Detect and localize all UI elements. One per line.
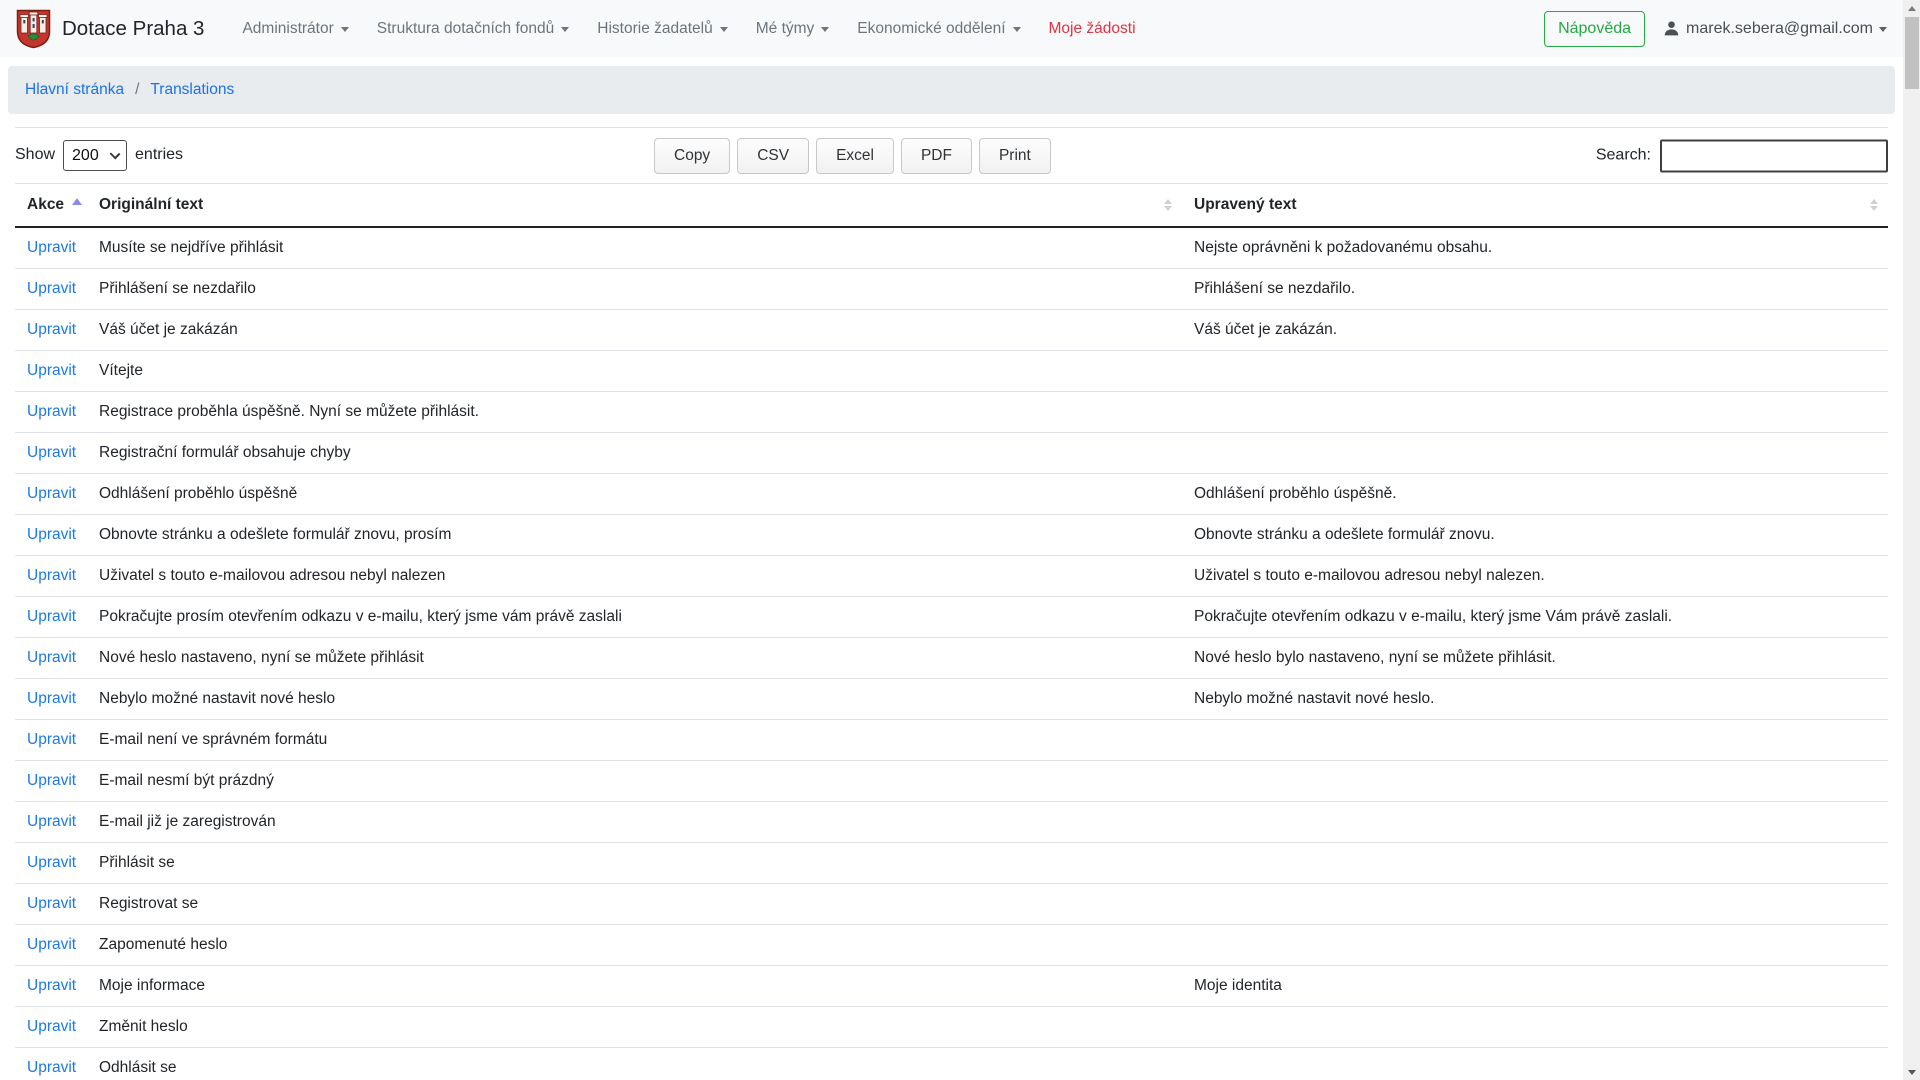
chevron-down-icon (720, 27, 728, 32)
action-cell (15, 884, 87, 925)
edited-text-cell: Obnovte stránku a odešlete formulář znovu. (1182, 515, 1888, 556)
original-text-cell: Změnit heslo (87, 1007, 1182, 1048)
action-cell (15, 720, 87, 761)
edited-text-cell (1182, 351, 1888, 392)
table-row (15, 720, 1888, 761)
column-header-upraveny-text[interactable]: Upravený text (1182, 184, 1888, 227)
show-label: Show (15, 146, 56, 163)
table-row (15, 802, 1888, 843)
original-text-cell: Musíte se nejdříve přihlásit (87, 227, 1182, 269)
original-text-cell: Nové heslo nastaveno, nyní se můžete přihlásit (87, 638, 1182, 679)
table-row (15, 597, 1888, 638)
edited-text-cell (1182, 720, 1888, 761)
edit-link[interactable]: Upravit (27, 608, 77, 625)
edit-link[interactable]: Upravit (27, 1018, 77, 1035)
user-icon (1663, 20, 1680, 37)
vertical-scrollbar[interactable] (1903, 0, 1920, 1080)
table-row (15, 966, 1888, 1007)
table-row (15, 392, 1888, 433)
scroll-up-arrow[interactable] (1903, 0, 1920, 16)
edit-link[interactable]: Upravit (27, 280, 77, 297)
edit-link[interactable]: Upravit (27, 854, 77, 871)
original-text-cell: E-mail není ve správném formátu (87, 720, 1182, 761)
edit-link[interactable]: Upravit (27, 362, 77, 379)
original-text-cell: Moje informace (87, 966, 1182, 1007)
copy-button[interactable]: Copy (654, 138, 730, 174)
sort-ascending-icon (72, 198, 82, 205)
brand-title: Dotace Praha 3 (62, 16, 205, 40)
nav-item-administrator[interactable]: Administrátor (228, 12, 362, 46)
action-cell (15, 638, 87, 679)
edit-link[interactable]: Upravit (27, 690, 77, 707)
table-row (15, 638, 1888, 679)
original-text-cell: Přihlášení se nezdařilo (87, 269, 1182, 310)
export-buttons (654, 138, 1051, 174)
edit-link[interactable]: Upravit (27, 772, 77, 789)
edit-link[interactable]: Upravit (27, 526, 77, 543)
table-body (15, 227, 1888, 1080)
translations-table-container (15, 183, 1888, 1080)
edit-link[interactable]: Upravit (27, 444, 77, 461)
edit-link[interactable]: Upravit (27, 321, 77, 338)
original-text-cell: Registrace proběhla úspěšně. Nyní se můžete přihlásit. (87, 392, 1182, 433)
edited-text-cell (1182, 843, 1888, 884)
sort-both-icon (1870, 199, 1878, 211)
edited-text-cell (1182, 1007, 1888, 1048)
edited-text-cell: Nebylo možné nastavit nové heslo. (1182, 679, 1888, 720)
excel-button[interactable]: Excel (816, 138, 894, 174)
table-row (15, 310, 1888, 351)
original-text-cell: E-mail již je zaregistrován (87, 802, 1182, 843)
page-length-select[interactable] (63, 140, 127, 171)
original-text-cell: Přihlásit se (87, 843, 1182, 884)
action-cell (15, 925, 87, 966)
edit-link[interactable]: Upravit (27, 731, 77, 748)
original-text-cell: Obnovte stránku a odešlete formulář znovu, prosím (87, 515, 1182, 556)
nav-item-struktura-fondu[interactable]: Struktura dotačních fondů (363, 12, 584, 46)
edited-text-cell (1182, 433, 1888, 474)
edited-text-cell: Přihlášení se nezdařilo. (1182, 269, 1888, 310)
table-row (15, 515, 1888, 556)
action-cell (15, 843, 87, 884)
table-row (15, 1007, 1888, 1048)
action-cell (15, 269, 87, 310)
edited-text-cell (1182, 392, 1888, 433)
entries-label: entries (135, 146, 184, 163)
help-button[interactable]: Nápověda (1544, 11, 1645, 47)
nav-item-ekonomicke-oddeleni[interactable]: Ekonomické oddělení (843, 12, 1034, 46)
table-row (15, 884, 1888, 925)
table-row (15, 474, 1888, 515)
nav-item-me-tymy[interactable]: Mé týmy (742, 12, 844, 46)
nav-item-historie-zadatelu[interactable]: Historie žadatelů (583, 12, 741, 46)
edited-text-cell: Nejste oprávněni k požadovanému obsahu. (1182, 227, 1888, 269)
edited-text-cell: Nové heslo bylo nastaveno, nyní se můžete přihlásit. (1182, 638, 1888, 679)
edited-text-cell: Moje identita (1182, 966, 1888, 1007)
original-text-cell: Zapomenuté heslo (87, 925, 1182, 966)
scroll-down-arrow[interactable] (1903, 1064, 1920, 1080)
scrollbar-thumb[interactable] (1905, 17, 1919, 89)
edit-link[interactable]: Upravit (27, 649, 77, 666)
original-text-cell: Odhlásit se (87, 1048, 1182, 1080)
action-cell (15, 515, 87, 556)
edited-text-cell: Váš účet je zakázán. (1182, 310, 1888, 351)
action-cell (15, 1048, 87, 1080)
action-cell (15, 433, 87, 474)
table-row (15, 925, 1888, 966)
edited-text-cell (1182, 1048, 1888, 1080)
original-text-cell: Registrační formulář obsahuje chyby (87, 433, 1182, 474)
edited-text-cell: Odhlášení proběhlo úspěšně. (1182, 474, 1888, 515)
action-cell (15, 310, 87, 351)
table-row (15, 269, 1888, 310)
main-menu (228, 12, 1149, 46)
action-cell (15, 227, 87, 269)
edit-link[interactable]: Upravit (27, 485, 77, 502)
user-menu[interactable] (1663, 20, 1887, 38)
print-button[interactable]: Print (979, 138, 1051, 174)
edit-link[interactable]: Upravit (27, 977, 77, 994)
edit-link[interactable]: Upravit (27, 567, 77, 584)
page-length-control (15, 140, 183, 171)
action-cell (15, 597, 87, 638)
edited-text-cell (1182, 761, 1888, 802)
original-text-cell: Uživatel s touto e-mailovou adresou nebyl nalezen (87, 556, 1182, 597)
table-row (15, 433, 1888, 474)
edit-link[interactable]: Upravit (27, 239, 77, 256)
edited-text-cell: Uživatel s touto e-mailovou adresou nebyl nalezen. (1182, 556, 1888, 597)
edited-text-cell (1182, 802, 1888, 843)
action-cell (15, 474, 87, 515)
action-cell (15, 966, 87, 1007)
table-row (15, 556, 1888, 597)
original-text-cell: Nebylo možné nastavit nové heslo (87, 679, 1182, 720)
breadcrumb-current-link[interactable]: Translations (150, 81, 235, 98)
breadcrumb-separator: / (135, 81, 140, 98)
edited-text-cell (1182, 925, 1888, 966)
edit-link[interactable]: Upravit (27, 1059, 77, 1076)
csv-button[interactable]: CSV (737, 138, 809, 174)
action-cell (15, 761, 87, 802)
action-cell (15, 556, 87, 597)
edit-link[interactable]: Upravit (27, 813, 77, 830)
table-row (15, 679, 1888, 720)
original-text-cell: E-mail nesmí být prázdný (87, 761, 1182, 802)
translations-table (15, 184, 1888, 1080)
praha3-coat-of-arms-logo (16, 9, 51, 49)
nav-item-moje-zadosti[interactable]: Moje žádosti (1048, 19, 1136, 37)
breadcrumb (8, 66, 1895, 114)
edit-link[interactable]: Upravit (27, 895, 77, 912)
sort-both-icon (1164, 199, 1172, 211)
edit-link[interactable]: Upravit (27, 936, 77, 953)
table-row (15, 761, 1888, 802)
pdf-button[interactable]: PDF (901, 138, 972, 174)
original-text-cell: Pokračujte prosím otevřením odkazu v e-mailu, který jsme vám právě zaslali (87, 597, 1182, 638)
search-label: Search: (1595, 146, 1651, 164)
original-text-cell: Odhlášení proběhlo úspěšně (87, 474, 1182, 515)
search-input[interactable] (1660, 139, 1888, 172)
table-row (15, 351, 1888, 392)
top-navbar (0, 0, 1903, 57)
table-row (15, 1048, 1888, 1080)
action-cell (15, 351, 87, 392)
chevron-down-icon (1879, 27, 1887, 32)
breadcrumb-home-link[interactable]: Hlavní stránka (25, 81, 125, 98)
table-toolbar (15, 127, 1888, 183)
chevron-down-icon (341, 27, 349, 32)
original-text-cell: Registrovat se (87, 884, 1182, 925)
navbar-right (1544, 11, 1887, 47)
chevron-down-icon (1013, 27, 1021, 32)
column-header-akce[interactable]: Akce (15, 184, 87, 227)
action-cell (15, 392, 87, 433)
column-header-originalni-text[interactable]: Originální text (87, 184, 1182, 227)
chevron-down-icon (561, 27, 569, 32)
original-text-cell: Vítejte (87, 351, 1182, 392)
edited-text-cell (1182, 884, 1888, 925)
user-email: marek.sebera@gmail.com (1686, 19, 1873, 37)
action-cell (15, 679, 87, 720)
chevron-down-icon (821, 27, 829, 32)
original-text-cell: Váš účet je zakázán (87, 310, 1182, 351)
edit-link[interactable]: Upravit (27, 403, 77, 420)
table-row (15, 227, 1888, 269)
brand-link[interactable] (16, 9, 204, 49)
edited-text-cell: Pokračujte otevřením odkazu v e-mailu, který jsme Vám právě zaslali. (1182, 597, 1888, 638)
table-header-row (15, 184, 1888, 227)
action-cell (15, 802, 87, 843)
action-cell (15, 1007, 87, 1048)
table-row (15, 843, 1888, 884)
search-control (1596, 139, 1888, 172)
